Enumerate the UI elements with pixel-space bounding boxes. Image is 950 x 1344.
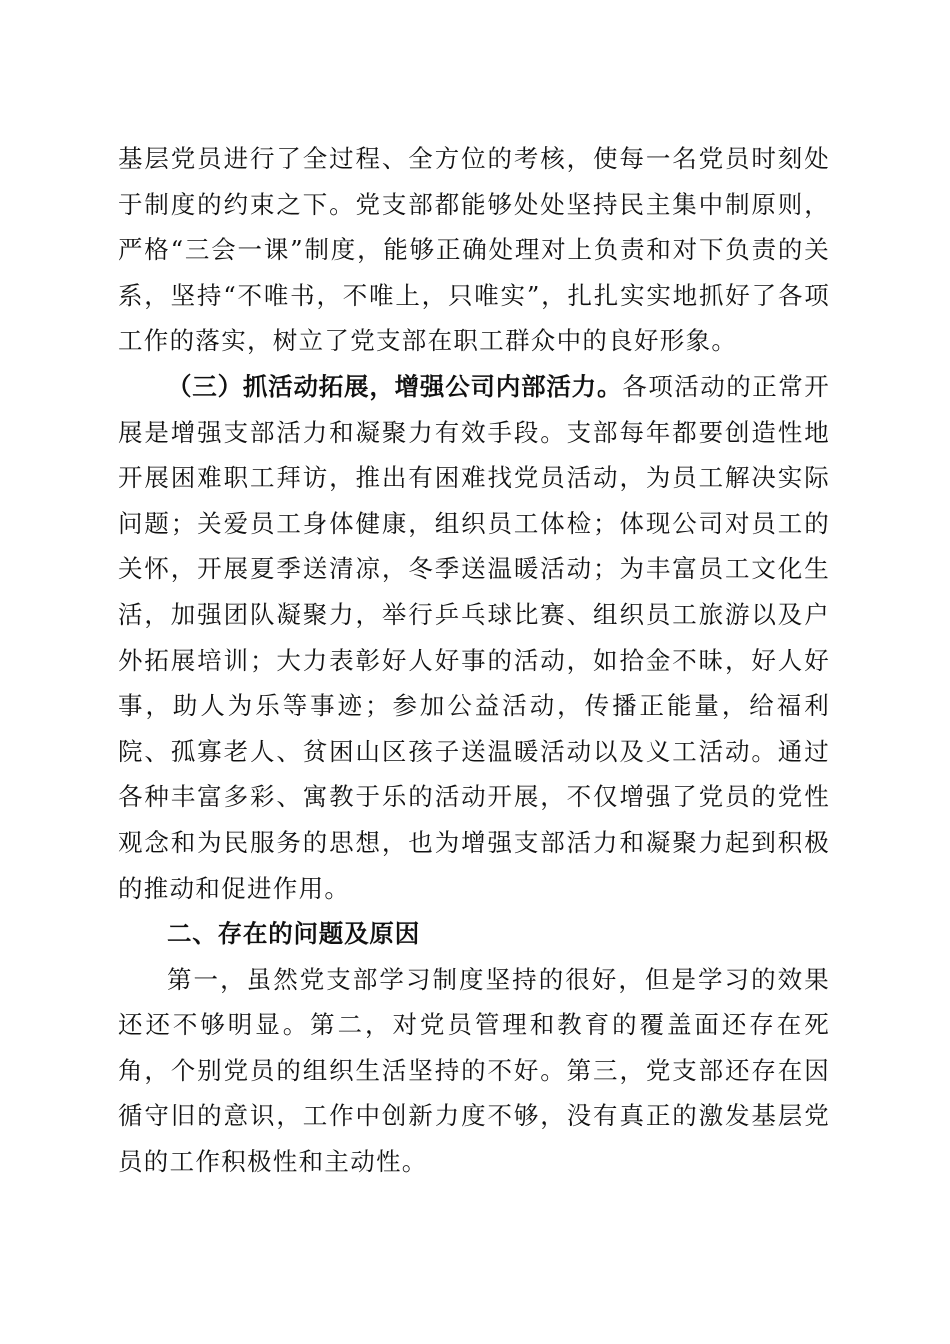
paragraph-problems: 第一，虽然党支部学习制度坚持的很好，但是学习的效果还还不够明显。第二，对党员管理和教育的覆盖面还存在死角，个别党员的组织生活坚持的不好。第三，党支部还存在因循守旧的意识，工作中创新力度不够，没有真正的激发基层党员的工作积极性和主动性。 bbox=[118, 964, 830, 1177]
document-body bbox=[118, 136, 830, 1185]
paragraph-activities-heading: （三）抓活动拓展，增强公司内部活力。 bbox=[167, 371, 623, 401]
paragraph-activities-body: 各项活动的正常开展是增强支部活力和凝聚力有效手段。支部每年都要创造性地开展困难职工拜访，推出有困难找党员活动，为员工解决实际问题；关爱员工身体健康，组织员工体检；体现公司对员工的关怀，开展夏季送清凉，冬季送温暖活动；为丰富员工文化生活，加强团队凝聚力，举行乒乓球比赛、组织员工旅游以及户外拓展培训；大力表彰好人好事的活动，如拾金不昧，好人好事，助人为乐等事迹；参加公益活动，传播正能量，给福利院、孤寡老人、贫困山区孩子送温暖活动以及义工活动。通过各种丰富多彩、寓教于乐的活动开展，不仅增强了党员的党性观念和为民服务的思想，也为增强支部活力和凝聚力起到积极的推动和促进作用。 bbox=[118, 371, 830, 903]
section-title-problems: 二、存在的问题及原因 bbox=[167, 919, 420, 949]
paragraph-activities bbox=[118, 364, 830, 911]
paragraph-continuation: 基层党员进行了全过程、全方位的考核，使每一名党员时刻处于制度的约束之下。党支部都能够处处坚持民主集中制原则，严格“三会一课”制度，能够正确处理对上负责和对下负责的关系，坚持“不唯书，不唯上，只唯实”，扎扎实实地抓好了各项工作的落实，树立了党支部在职工群众中的良好形象。 bbox=[118, 144, 830, 356]
